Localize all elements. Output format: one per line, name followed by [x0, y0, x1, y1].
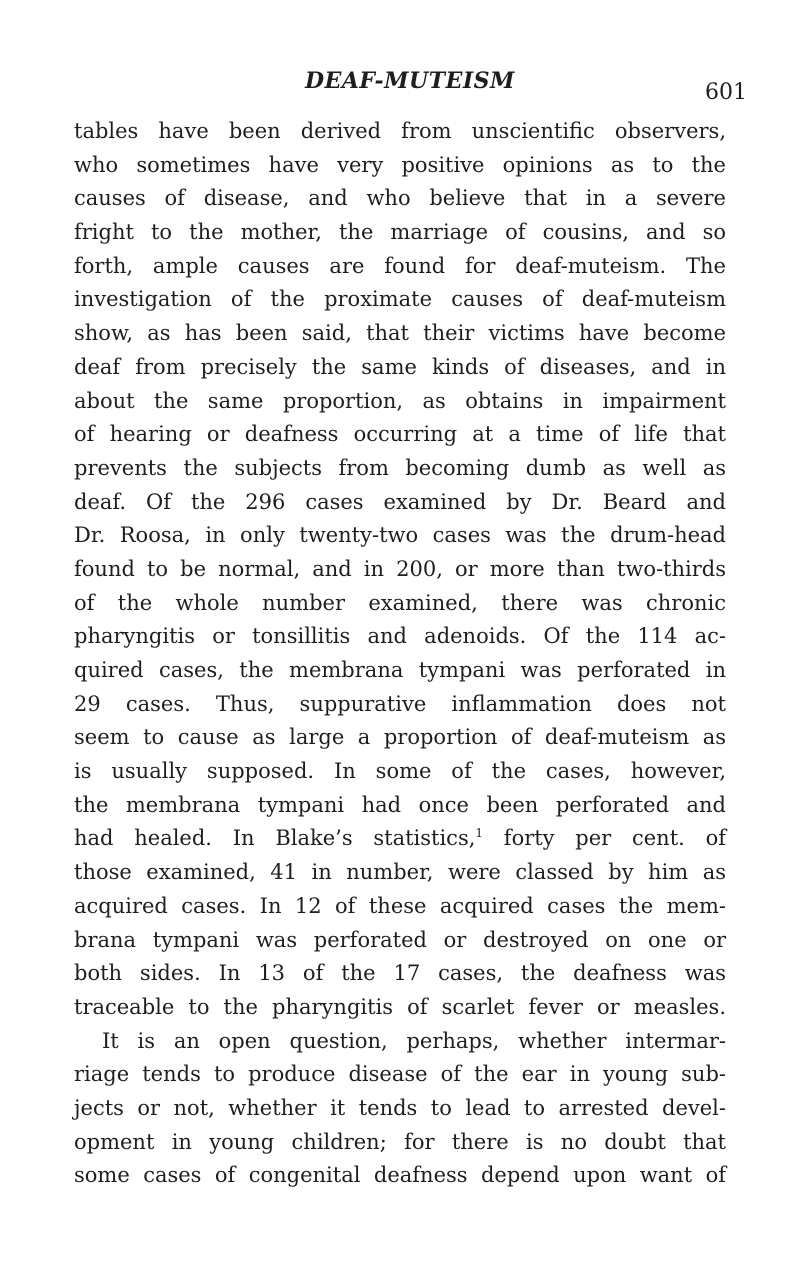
text-line: deaf from precisely the same kinds of diseases, and in — [74, 354, 726, 379]
text-line-with-footnote — [74, 822, 726, 856]
text-line: traceable to the pharyngitis of scarlet fever or measles. — [74, 994, 726, 1019]
text-line: brana tympani was perforated or destroyed on one or — [74, 927, 726, 952]
text-line: show, as has been said, that their victims have become — [74, 321, 726, 346]
text-line: quired cases, the membrana tympani was perforated in — [74, 658, 726, 682]
text-line: acquired cases. In 12 of these acquired cases the mem- — [74, 893, 726, 918]
text-line: investigation of the proximate causes of deaf-muteism — [74, 287, 726, 312]
text-line: of the whole number examined, there was chronic — [74, 590, 726, 615]
text-line: prevents the subjects from becoming dumb as well as — [74, 455, 726, 480]
text-segment: forty per cent. of — [483, 826, 726, 851]
text-line: both sides. In 13 of the 17 cases, the deafness was — [74, 961, 726, 986]
text-line: of hearing or deafness occurring at a time of life that — [74, 422, 726, 447]
text-line: fright to the mother, the marriage of cousins, and so — [74, 220, 726, 245]
text-line: tables have been derived from unscientific observers, — [74, 119, 726, 143]
text-line: those examined, 41 in number, were classed by him as — [74, 860, 726, 885]
text-line: pharyngitis or tonsillitis and adenoids. Of the 114 ac- — [74, 624, 726, 649]
text-line: deaf. Of the 296 cases examined by Dr. Beard and — [74, 489, 726, 514]
text-line: forth, ample causes are found for deaf-muteism. The — [74, 253, 726, 278]
running-title: DEAF-MUTEISM — [305, 68, 515, 94]
text-line: It is an open question, perhaps, whether intermar- — [102, 1028, 726, 1053]
text-line: some cases of congenital deafness depend upon want of — [74, 1163, 726, 1188]
text-line: is usually supposed. In some of the cases, however, — [74, 759, 726, 784]
footnote-marker[interactable]: 1 — [475, 826, 484, 841]
text-line: riage tends to produce disease of the ear in young sub- — [74, 1062, 726, 1087]
running-head — [0, 68, 800, 108]
text-line: found to be normal, and in 200, or more than two-thirds — [74, 556, 726, 581]
text-line: seem to cause as large a proportion of deaf-muteism as — [74, 725, 726, 750]
text-line: Dr. Roosa, in only twenty-two cases was the drum-head — [74, 523, 726, 548]
text-line: the membrana tympani had once been perforated and — [74, 792, 726, 817]
text-segment: had healed. In Blake’s statistics, — [74, 826, 476, 851]
text-line: jects or not, whether it tends to lead to arrested devel- — [74, 1095, 726, 1120]
body-text — [74, 115, 726, 1193]
text-line: about the same proportion, as obtains in impairment — [74, 388, 726, 413]
text-line: causes of disease, and who believe that in a severe — [74, 186, 726, 211]
page-number: 601 — [705, 80, 747, 105]
text-line: who sometimes have very positive opinions as to the — [74, 152, 726, 177]
text-line: opment in young children; for there is no doubt that — [74, 1129, 726, 1154]
text-line: 29 cases. Thus, suppurative inflammation does not — [74, 691, 726, 716]
